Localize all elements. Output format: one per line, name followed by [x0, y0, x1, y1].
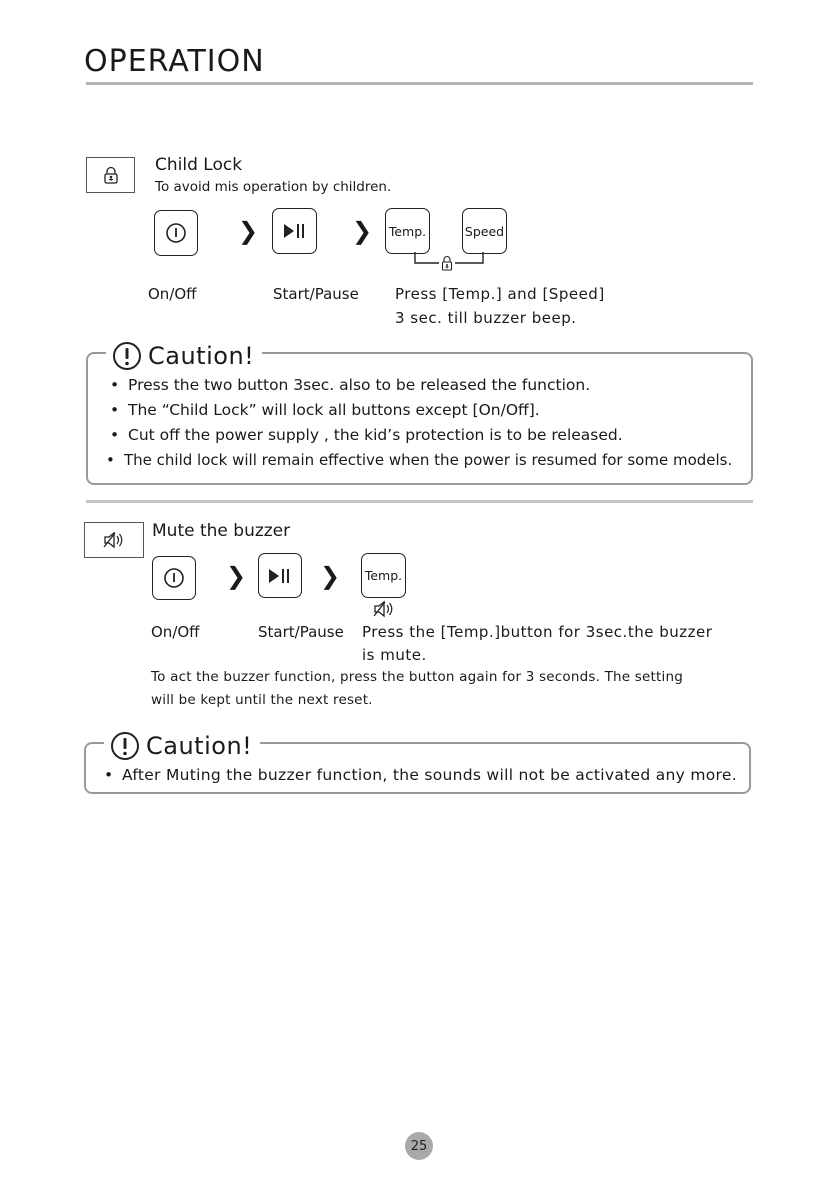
caution-title: Caution! — [146, 732, 253, 760]
child-lock-subtitle: To avoid mis operation by children. — [155, 179, 392, 195]
play-pause-icon — [283, 223, 307, 239]
chevron-right-icon: ❯ — [320, 562, 341, 590]
caution-title: Caution! — [148, 342, 255, 370]
caution-item: • After Muting the buzzer function, the sounds will not be activated any more. — [104, 766, 737, 784]
start-pause-key[interactable] — [272, 208, 317, 254]
on-off-key[interactable] — [154, 210, 198, 256]
power-icon — [165, 222, 187, 244]
caution-list — [104, 763, 737, 788]
caution-item: • Press the two button 3sec. also to be released the function. — [110, 376, 591, 394]
caution-list — [106, 373, 733, 473]
mute-note-line2: will be kept until the next reset. — [151, 692, 373, 708]
mute-title: Mute the buzzer — [152, 521, 291, 541]
play-pause-icon — [268, 568, 292, 584]
on-off-label: On/Off — [148, 285, 197, 303]
temp-key-label: Temp. — [388, 223, 427, 239]
caution-item: • The child lock will remain effective when the power is resumed for some models. — [106, 451, 733, 469]
mute-instruction-line1: Press the [Temp.]button for 3sec.the buzzer — [362, 623, 713, 641]
caution-header — [106, 339, 262, 373]
caution-item: • The “Child Lock” will lock all buttons except [On/Off]. — [110, 401, 540, 419]
child-lock-icon — [103, 166, 119, 184]
speaker-mute-icon — [103, 531, 125, 549]
page-number: 25 — [405, 1132, 433, 1160]
child-lock-instruction-line2: 3 sec. till buzzer beep. — [395, 309, 577, 327]
start-pause-key[interactable] — [258, 553, 302, 598]
child-lock-instruction-line1: Press [Temp.] and [Speed] — [395, 285, 605, 303]
chevron-right-icon: ❯ — [226, 562, 247, 590]
title-divider — [86, 82, 753, 85]
child-lock-title: Child Lock — [155, 155, 243, 175]
mute-instruction-line2: is mute. — [362, 646, 427, 664]
power-icon — [163, 567, 185, 589]
speed-key-label: Speed — [464, 223, 505, 239]
combo-bracket — [405, 250, 489, 272]
on-off-label: On/Off — [151, 623, 200, 641]
chevron-right-icon: ❯ — [238, 217, 259, 245]
chevron-right-icon: ❯ — [352, 217, 373, 245]
mute-icon-box — [84, 522, 144, 558]
caution-item: • Cut off the power supply , the kid’s protection is to be released. — [110, 426, 623, 444]
temp-key[interactable] — [385, 208, 430, 254]
page-title: OPERATION — [84, 44, 265, 79]
child-lock-icon-box — [86, 157, 135, 193]
temp-key[interactable] — [361, 553, 406, 598]
on-off-key[interactable] — [152, 556, 196, 600]
caution-header — [104, 729, 260, 763]
exclamation-circle-icon — [110, 731, 140, 761]
speaker-mute-icon — [373, 600, 395, 618]
child-lock-icon — [443, 257, 452, 271]
start-pause-label: Start/Pause — [258, 623, 344, 641]
speed-key[interactable] — [462, 208, 507, 254]
mute-note-line1: To act the buzzer function, press the button again for 3 seconds. The setting — [151, 669, 683, 685]
section-divider — [86, 500, 753, 503]
start-pause-label: Start/Pause — [273, 285, 359, 303]
exclamation-circle-icon — [112, 341, 142, 371]
temp-key-label: Temp. — [364, 568, 403, 583]
